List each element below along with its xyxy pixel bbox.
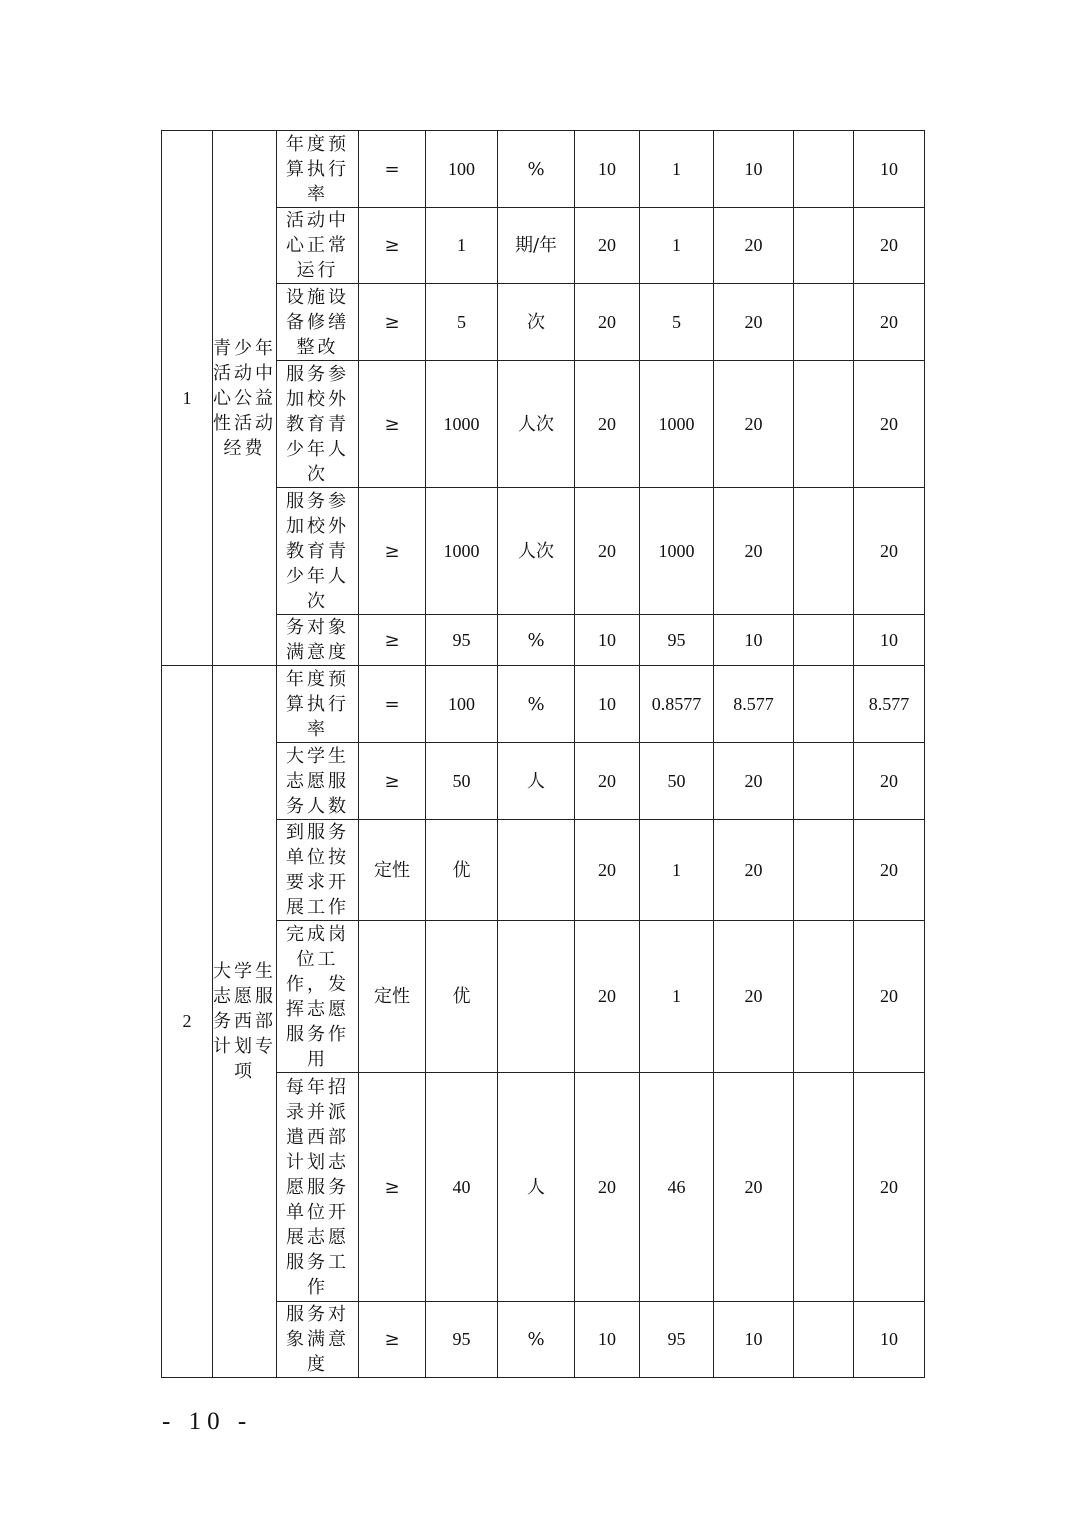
indicator-cell — [277, 743, 359, 820]
operator-cell: 定性 — [359, 921, 426, 1073]
target-value-cell: 100 — [426, 666, 498, 743]
final-score-cell: 20 — [854, 361, 925, 488]
unit-cell: % — [498, 131, 575, 208]
indicator-cell — [277, 488, 359, 615]
operator-cell: ≥ — [359, 488, 426, 615]
target-value-cell: 50 — [426, 743, 498, 820]
actual-value-cell: 1 — [640, 131, 714, 208]
final-score-cell: 20 — [854, 488, 925, 615]
weight-cell: 20 — [575, 284, 640, 361]
weight-cell: 20 — [575, 361, 640, 488]
target-value-cell: 40 — [426, 1073, 498, 1302]
score-cell: 10 — [714, 1302, 794, 1378]
operator-cell: ≥ — [359, 1302, 426, 1378]
operator-cell: ≥ — [359, 361, 426, 488]
table-row — [162, 820, 925, 921]
operator-cell: = — [359, 131, 426, 208]
unit-cell: 人 — [498, 1073, 575, 1302]
indicator-cell — [277, 131, 359, 208]
weight-cell: 20 — [575, 743, 640, 820]
final-score-cell: 20 — [854, 743, 925, 820]
weight-cell: 20 — [575, 488, 640, 615]
unit-cell — [498, 921, 575, 1073]
blank-cell — [794, 1073, 854, 1302]
weight-cell: 10 — [575, 615, 640, 666]
actual-value-cell: 1 — [640, 921, 714, 1073]
target-value-cell: 5 — [426, 284, 498, 361]
final-score-cell: 20 — [854, 921, 925, 1073]
target-value-cell: 100 — [426, 131, 498, 208]
table-row — [162, 488, 925, 615]
score-cell: 20 — [714, 820, 794, 921]
actual-value-cell: 1 — [640, 820, 714, 921]
indicator-text: 服务参加校外教育青少年人次 — [286, 490, 349, 612]
unit-cell: 期/年 — [498, 208, 575, 284]
indicator-cell — [277, 1073, 359, 1302]
indicator-text: 服务参加校外教育青少年人次 — [286, 363, 349, 485]
operator-cell: = — [359, 666, 426, 743]
project-name-cell — [213, 666, 277, 1378]
target-value-cell: 95 — [426, 1302, 498, 1378]
table-row — [162, 1302, 925, 1378]
actual-value-cell: 5 — [640, 284, 714, 361]
performance-table — [161, 130, 925, 1378]
blank-cell — [794, 666, 854, 743]
final-score-cell: 10 — [854, 1302, 925, 1378]
unit-cell: % — [498, 666, 575, 743]
final-score-cell: 8.577 — [854, 666, 925, 743]
actual-value-cell: 1 — [640, 208, 714, 284]
blank-cell — [794, 208, 854, 284]
weight-cell: 10 — [575, 1302, 640, 1378]
table-row — [162, 1073, 925, 1302]
score-cell: 20 — [714, 361, 794, 488]
actual-value-cell: 0.8577 — [640, 666, 714, 743]
score-cell: 20 — [714, 743, 794, 820]
table-row — [162, 208, 925, 284]
indicator-cell — [277, 921, 359, 1073]
operator-cell: 定性 — [359, 820, 426, 921]
actual-value-cell: 1000 — [640, 361, 714, 488]
blank-cell — [794, 615, 854, 666]
score-cell: 20 — [714, 921, 794, 1073]
actual-value-cell: 50 — [640, 743, 714, 820]
seq-cell: 2 — [162, 666, 213, 1378]
table-row — [162, 743, 925, 820]
blank-cell — [794, 743, 854, 820]
weight-cell: 20 — [575, 1073, 640, 1302]
blank-cell — [794, 488, 854, 615]
target-value-cell: 1000 — [426, 488, 498, 615]
score-cell: 10 — [714, 131, 794, 208]
unit-cell: 次 — [498, 284, 575, 361]
project-name: 青少年活动中心公益性活动经费 — [213, 337, 276, 459]
table-row — [162, 615, 925, 666]
blank-cell — [794, 921, 854, 1073]
table-row — [162, 666, 925, 743]
score-cell: 20 — [714, 208, 794, 284]
final-score-cell: 10 — [854, 615, 925, 666]
seq-cell: 1 — [162, 131, 213, 666]
blank-cell — [794, 820, 854, 921]
unit-cell: % — [498, 615, 575, 666]
target-value-cell: 95 — [426, 615, 498, 666]
indicator-text: 设施设备修缮整改 — [286, 286, 349, 358]
score-cell: 8.577 — [714, 666, 794, 743]
indicator-text: 完成岗位工作，发挥志愿服务作用 — [286, 923, 349, 1070]
target-value-cell: 1000 — [426, 361, 498, 488]
actual-value-cell: 95 — [640, 615, 714, 666]
actual-value-cell: 46 — [640, 1073, 714, 1302]
unit-cell — [498, 820, 575, 921]
indicator-cell — [277, 615, 359, 666]
final-score-cell: 20 — [854, 284, 925, 361]
page-number: - 10 - — [162, 1408, 253, 1435]
score-cell: 20 — [714, 284, 794, 361]
weight-cell: 10 — [575, 131, 640, 208]
indicator-text: 务对象满意度 — [286, 617, 349, 663]
unit-cell: 人次 — [498, 488, 575, 615]
weight-cell: 10 — [575, 666, 640, 743]
indicator-text: 每年招录并派遣西部计划志愿服务单位开展志愿服务工作 — [286, 1076, 349, 1298]
target-value-cell: 优 — [426, 820, 498, 921]
blank-cell — [794, 1302, 854, 1378]
indicator-text: 大学生志愿服务人数 — [286, 745, 349, 817]
weight-cell: 20 — [575, 820, 640, 921]
score-cell: 10 — [714, 615, 794, 666]
weight-cell: 20 — [575, 208, 640, 284]
actual-value-cell: 1000 — [640, 488, 714, 615]
blank-cell — [794, 284, 854, 361]
operator-cell: ≥ — [359, 208, 426, 284]
indicator-text: 活动中心正常运行 — [286, 210, 349, 281]
operator-cell: ≥ — [359, 284, 426, 361]
indicator-text: 年度预算执行率 — [286, 133, 349, 205]
target-value-cell: 优 — [426, 921, 498, 1073]
final-score-cell: 20 — [854, 1073, 925, 1302]
table-row — [162, 131, 925, 208]
operator-cell: ≥ — [359, 615, 426, 666]
indicator-cell — [277, 208, 359, 284]
final-score-cell: 20 — [854, 208, 925, 284]
project-name: 大学生志愿服务西部计划专项 — [213, 961, 276, 1082]
operator-cell: ≥ — [359, 1073, 426, 1302]
final-score-cell: 20 — [854, 820, 925, 921]
indicator-cell — [277, 284, 359, 361]
unit-cell: 人 — [498, 743, 575, 820]
project-name-cell — [213, 131, 277, 666]
score-cell: 20 — [714, 488, 794, 615]
weight-cell: 20 — [575, 921, 640, 1073]
operator-cell: ≥ — [359, 743, 426, 820]
blank-cell — [794, 361, 854, 488]
indicator-cell — [277, 1302, 359, 1378]
target-value-cell: 1 — [426, 208, 498, 284]
unit-cell: 人次 — [498, 361, 575, 488]
indicator-cell — [277, 820, 359, 921]
score-cell: 20 — [714, 1073, 794, 1302]
final-score-cell: 10 — [854, 131, 925, 208]
indicator-cell — [277, 666, 359, 743]
actual-value-cell: 95 — [640, 1302, 714, 1378]
indicator-text: 到服务单位按要求开展工作 — [286, 822, 349, 918]
indicator-text: 年度预算执行率 — [286, 668, 349, 740]
table-body — [162, 131, 925, 1378]
indicator-cell — [277, 361, 359, 488]
indicator-text: 服务对象满意度 — [286, 1304, 349, 1375]
unit-cell: % — [498, 1302, 575, 1378]
blank-cell — [794, 131, 854, 208]
